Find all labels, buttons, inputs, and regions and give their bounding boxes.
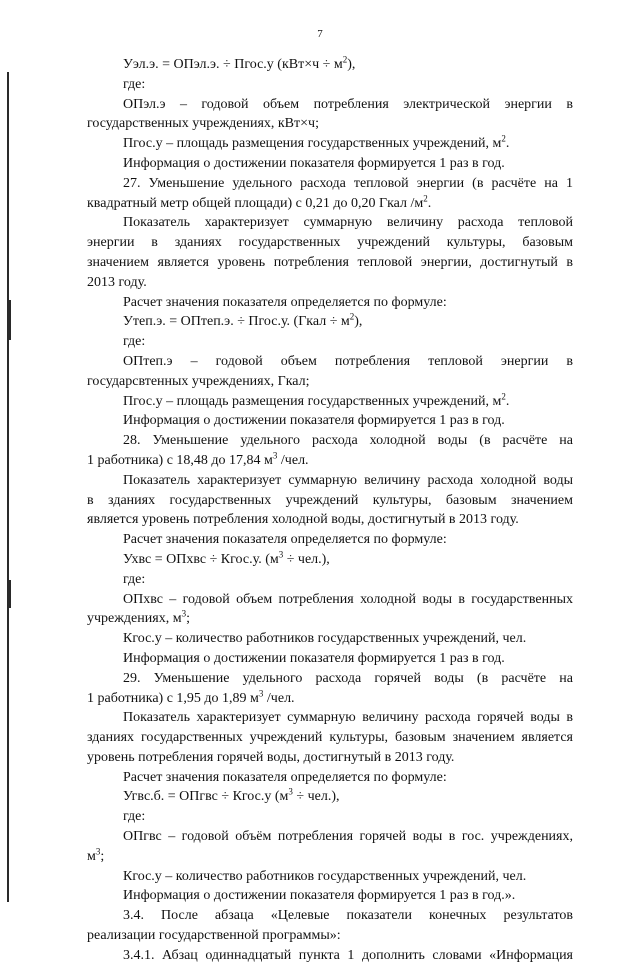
text-line-tail: ÷ чел.), [283, 551, 330, 567]
text-line [87, 372, 573, 392]
text-line [87, 293, 573, 313]
text-line-tail: /чел. [263, 690, 295, 706]
superscript: 2 [349, 311, 355, 322]
text-line-content: Информация о достижении показателя формируется 1 раз в год.». [123, 888, 516, 904]
text-line-content: государсвтенных учреждениях, Гкал; [87, 373, 310, 389]
superscript: 2 [501, 133, 506, 144]
text-line [87, 253, 573, 273]
text-line-content: 3.4.1. Абзац одиннадцатый пункта 1 дополнить словами «Информация [123, 947, 573, 963]
text-line-tail: /чел. [277, 452, 309, 468]
text-line-content: энергии в зданиях государственных учреждений культуры, базовым [87, 235, 573, 251]
text-line [87, 75, 573, 95]
text-line-content: Информация о достижении показателя формируется 1 раз в год. [123, 155, 505, 171]
text-line [87, 471, 573, 491]
text-line [87, 550, 573, 570]
text-line-tail: ; [186, 611, 190, 627]
text-line [87, 510, 573, 530]
text-line [87, 213, 573, 233]
text-line [87, 728, 573, 748]
text-line-content: 2013 году. [87, 274, 147, 290]
text-line-content: Показатель характеризует суммарную величину расхода тепловой [123, 215, 573, 231]
scan-edge-mark [7, 580, 11, 608]
text-line-content: Ухвс = ОПхвс ÷ Кгос.у. (м [123, 551, 279, 567]
text-line [87, 886, 573, 906]
text-line-content: уровень потребления горячей воды, достигнутый в 2013 году. [87, 749, 455, 765]
text-line [87, 154, 573, 174]
text-line [87, 768, 573, 788]
text-line [87, 491, 573, 511]
text-line-content: квадратный метр общей площади) с 0,21 до 0,20 Гкал /м [87, 195, 424, 211]
text-line-tail: . [505, 136, 510, 152]
text-line-content: 1 работника) с 18,48 до 17,84 м [87, 452, 273, 468]
document-body [87, 55, 573, 966]
scan-edge-line [7, 72, 9, 902]
text-line-content: Информация о достижении показателя формируется 1 раз в год. [123, 650, 505, 666]
text-line-content: где: [123, 76, 146, 92]
superscript: 3 [288, 786, 293, 797]
text-line-content: Кгос.у – количество работников государственных учреждений, чел. [123, 868, 527, 884]
text-line [87, 431, 573, 451]
text-line-content: Расчет значения показателя определяется по формуле: [123, 294, 447, 310]
text-line [87, 174, 573, 194]
text-line-content: Показатель характеризует суммарную величину расхода холодной воды [123, 472, 573, 488]
text-line-content: ОПэл.э – годовой объем потребления электрической энергии в [123, 96, 573, 112]
text-line [87, 649, 573, 669]
text-line-content: в зданиях государственных учреждений культуры, базовым значением [87, 492, 573, 508]
page-number: 7 [317, 28, 323, 40]
text-line [87, 352, 573, 372]
text-line-content: где: [123, 809, 146, 825]
text-line [87, 669, 573, 689]
text-line-content: ОПтеп.э – годовой объем потребления тепловой энергии в [123, 353, 573, 369]
superscript: 3 [258, 687, 264, 698]
text-line-tail: ), [347, 57, 356, 72]
text-line-content: Уэл.э. = ОПэл.э. ÷ Пгос.у (кВт×ч ÷ м [123, 57, 343, 72]
text-line-content: м [87, 848, 96, 864]
text-line [87, 134, 573, 154]
text-line-tail: ; [100, 848, 105, 864]
text-line [87, 530, 573, 550]
text-line-tail: . [427, 195, 432, 211]
text-line [87, 332, 573, 352]
text-line-content: Утеп.э. = ОПтеп.э. ÷ Пгос.у. (Гкал ÷ м [123, 314, 350, 330]
text-line [87, 392, 573, 412]
text-line [87, 629, 573, 649]
text-line [87, 827, 573, 847]
superscript: 2 [423, 192, 428, 203]
text-line-content: где: [123, 334, 146, 350]
text-line [87, 926, 573, 946]
text-line-content: Расчет значения показателя определяется по формуле: [123, 532, 447, 548]
text-line-content: ОПгвс – годовой объём потребления горячей воды в гос. учреждениях, [123, 829, 573, 845]
text-line-content: Пгос.у – площадь размещения государственных учреждений, м [123, 393, 502, 409]
text-line [87, 609, 573, 629]
text-line-content: 3.4. После абзаца «Целевые показатели конечных результатов [123, 908, 573, 924]
text-line-tail: ), [354, 314, 363, 330]
superscript: 3 [181, 608, 187, 619]
text-line [87, 787, 573, 807]
text-line-content: ОПхвс – годовой объем потребления холодной воды в государственных [123, 591, 573, 607]
text-line [87, 847, 573, 867]
text-line-tail: . [505, 393, 510, 409]
text-line-content: является уровень потребления холодной воды, достигнутый в 2013 году. [87, 512, 519, 528]
text-line [87, 451, 573, 471]
text-line [87, 55, 573, 75]
text-line-content: государственных учреждениях, кВт×ч; [87, 116, 319, 132]
text-line [87, 312, 573, 332]
text-line [87, 748, 573, 768]
text-line-content: Расчет значения показателя определяется по формуле: [123, 769, 447, 785]
text-line-content: 1 работника) с 1,95 до 1,89 м [87, 690, 259, 706]
text-line-content: где: [123, 571, 146, 587]
text-line-content: Показатель характеризует суммарную величину расхода горячей воды в [123, 710, 573, 726]
text-line [87, 867, 573, 887]
text-line-content: 27. Уменьшение удельного расхода тепловой энергии (в расчёте на 1 [123, 175, 573, 191]
text-line [87, 590, 573, 610]
text-line-content: зданиях государственных учреждений культуры, базовым значением является [87, 730, 573, 746]
text-line [87, 807, 573, 827]
text-line-content: 29. Уменьшение удельного расхода горячей воды (в расчёте на [123, 670, 573, 686]
scan-edge-mark [7, 300, 11, 340]
text-line [87, 708, 573, 728]
text-line [87, 95, 573, 115]
superscript: 3 [278, 549, 284, 560]
text-line [87, 946, 573, 966]
text-line-content: Кгос.у – количество работников государственных учреждений, чел. [123, 631, 527, 647]
text-line [87, 273, 573, 293]
superscript: 3 [272, 450, 278, 461]
superscript: 2 [342, 54, 348, 65]
text-line-content: Информация о достижении показателя формируется 1 раз в год. [123, 413, 505, 429]
superscript: 3 [95, 846, 101, 857]
text-line [87, 689, 573, 709]
text-line-content: учреждениях, м [87, 611, 182, 627]
superscript: 2 [501, 390, 506, 401]
text-line [87, 194, 573, 214]
text-line-content: реализации государственной программы»: [87, 928, 341, 944]
text-line-content: 28. Уменьшение удельного расхода холодной воды (в расчёте на [123, 433, 573, 449]
text-line-content: Пгос.у – площадь размещения государственных учреждений, м [123, 136, 502, 152]
text-line [87, 906, 573, 926]
text-line-tail: ÷ чел.), [292, 789, 340, 805]
text-line [87, 233, 573, 253]
text-line-content: значением является уровень потребления тепловой энергии, достигнутый в [87, 254, 573, 270]
text-line [87, 570, 573, 590]
text-line [87, 114, 573, 134]
text-line [87, 411, 573, 431]
text-line-content: Угвс.б. = ОПгвс ÷ Кгос.у (м [123, 789, 289, 805]
